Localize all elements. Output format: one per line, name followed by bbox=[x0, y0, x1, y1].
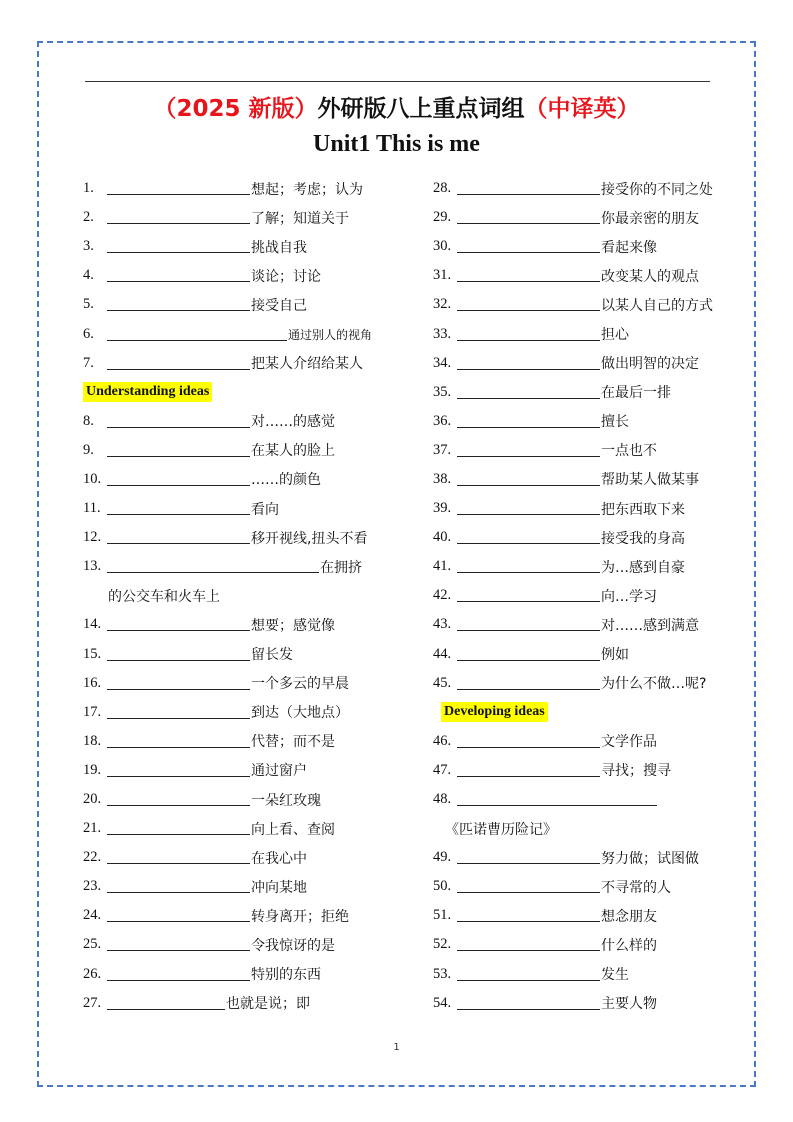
exercise-row bbox=[83, 319, 403, 348]
item-number: 11. bbox=[83, 500, 101, 517]
answer-blank[interactable] bbox=[107, 706, 250, 719]
item-number: 27. bbox=[83, 994, 102, 1011]
answer-blank[interactable] bbox=[457, 444, 600, 457]
chinese-phrase: 帮助某人做某事 bbox=[601, 472, 699, 489]
chinese-phrase: 在拥挤 bbox=[320, 559, 362, 576]
exercise-row bbox=[83, 669, 403, 698]
item-number: 33. bbox=[433, 325, 452, 342]
answer-blank[interactable] bbox=[107, 648, 250, 661]
chinese-phrase: 特别的东西 bbox=[251, 967, 321, 984]
answer-blank[interactable] bbox=[107, 328, 287, 341]
item-number: 26. bbox=[83, 965, 102, 982]
answer-blank[interactable] bbox=[457, 182, 600, 195]
chinese-phrase: 为…感到自豪 bbox=[601, 559, 685, 576]
exercise-row bbox=[433, 523, 753, 552]
chinese-phrase: 对……的感觉 bbox=[251, 414, 335, 431]
answer-blank[interactable] bbox=[107, 677, 250, 690]
exercise-row bbox=[433, 581, 753, 610]
chinese-phrase: 发生 bbox=[601, 967, 629, 984]
exercise-row bbox=[433, 436, 753, 465]
exercise-row bbox=[83, 436, 403, 465]
answer-blank[interactable] bbox=[457, 793, 657, 806]
item-number: 38. bbox=[433, 470, 452, 487]
answer-blank[interactable] bbox=[457, 415, 600, 428]
exercise-row bbox=[83, 843, 403, 872]
item-number: 36. bbox=[433, 412, 452, 429]
chinese-phrase: 代替；而不是 bbox=[251, 734, 335, 751]
answer-blank[interactable] bbox=[107, 298, 250, 311]
item-number: 1. bbox=[83, 180, 94, 197]
chinese-phrase: 努力做；试图做 bbox=[601, 850, 699, 867]
exercise-row bbox=[433, 756, 753, 785]
exercise-row bbox=[433, 727, 753, 756]
exercise-row bbox=[433, 349, 753, 378]
answer-blank[interactable] bbox=[107, 822, 250, 835]
item-number: 41. bbox=[433, 558, 452, 575]
answer-blank[interactable] bbox=[107, 444, 250, 457]
chinese-phrase: 一朵红玫瑰 bbox=[251, 792, 321, 809]
exercise-row bbox=[433, 232, 753, 261]
item-number: 12. bbox=[83, 529, 102, 546]
chinese-phrase: 为什么不做…呢? bbox=[601, 676, 707, 693]
item-number: 32. bbox=[433, 296, 452, 313]
chinese-phrase: 做出明智的决定 bbox=[601, 356, 699, 373]
exercise-row bbox=[83, 727, 403, 756]
item-number: 50. bbox=[433, 878, 452, 895]
answer-blank[interactable] bbox=[457, 880, 600, 893]
answer-blank[interactable] bbox=[457, 269, 600, 282]
exercise-row bbox=[83, 523, 403, 552]
item-number: 51. bbox=[433, 907, 452, 924]
exercise-row bbox=[433, 465, 753, 494]
item-number: 21. bbox=[83, 820, 102, 837]
chinese-phrase: 一个多云的早晨 bbox=[251, 676, 349, 693]
left-column bbox=[83, 174, 403, 1018]
answer-blank[interactable] bbox=[107, 269, 250, 282]
chinese-phrase: 移开视线,扭头不看 bbox=[251, 530, 368, 547]
chinese-phrase: 把东西取下来 bbox=[601, 501, 685, 518]
continuation-row bbox=[433, 814, 753, 843]
item-number: 43. bbox=[433, 616, 452, 633]
chinese-phrase: 把某人介绍给某人 bbox=[251, 356, 363, 373]
chinese-phrase: 冲向某地 bbox=[251, 879, 307, 896]
chinese-phrase: 向…学习 bbox=[601, 588, 657, 605]
chinese-phrase: 以某人自己的方式 bbox=[601, 297, 713, 314]
exercise-row bbox=[433, 261, 753, 290]
answer-blank[interactable] bbox=[107, 357, 250, 370]
chinese-phrase: 留长发 bbox=[251, 647, 293, 664]
chinese-phrase: 挑战自我 bbox=[251, 239, 307, 256]
chinese-phrase: 看起来像 bbox=[601, 239, 657, 256]
chinese-phrase: 在最后一排 bbox=[601, 385, 671, 402]
item-number: 25. bbox=[83, 936, 102, 953]
exercise-row bbox=[83, 552, 403, 581]
section-heading: Developing ideas bbox=[441, 702, 548, 722]
item-number: 9. bbox=[83, 441, 94, 458]
answer-blank[interactable] bbox=[107, 851, 250, 864]
chinese-phrase: 向上看、查阅 bbox=[251, 821, 335, 838]
item-number: 45. bbox=[433, 674, 452, 691]
item-number: 7. bbox=[83, 354, 94, 371]
exercise-row bbox=[83, 349, 403, 378]
answer-blank[interactable] bbox=[457, 764, 600, 777]
item-number: 2. bbox=[83, 209, 94, 226]
chinese-phrase: 接受你的不同之处 bbox=[601, 181, 713, 198]
answer-blank[interactable] bbox=[107, 502, 250, 515]
item-number: 23. bbox=[83, 878, 102, 895]
chinese-phrase: 什么样的 bbox=[601, 937, 657, 954]
exercise-row bbox=[83, 494, 403, 523]
exercise-row bbox=[83, 930, 403, 959]
chinese-phrase: 在某人的脸上 bbox=[251, 443, 335, 460]
title-main: 外研版八上重点词组 bbox=[317, 96, 525, 122]
chinese-phrase: 不寻常的人 bbox=[601, 879, 671, 896]
chinese-phrase: 寻找；搜寻 bbox=[601, 763, 671, 780]
exercise-row bbox=[433, 640, 753, 669]
chinese-phrase: 文学作品 bbox=[601, 734, 657, 751]
item-number: 52. bbox=[433, 936, 452, 953]
exercise-row bbox=[433, 203, 753, 232]
item-number: 15. bbox=[83, 645, 102, 662]
item-number: 29. bbox=[433, 209, 452, 226]
exercise-row bbox=[433, 669, 753, 698]
exercise-row bbox=[433, 319, 753, 348]
exercise-row bbox=[433, 930, 753, 959]
item-number: 3. bbox=[83, 238, 94, 255]
item-number: 5. bbox=[83, 296, 94, 313]
exercise-row bbox=[83, 407, 403, 436]
item-number: 30. bbox=[433, 238, 452, 255]
unit-title: Unit1 This is me bbox=[313, 131, 480, 157]
item-number: 16. bbox=[83, 674, 102, 691]
exercise-row bbox=[83, 261, 403, 290]
item-number: 53. bbox=[433, 965, 452, 982]
exercise-row bbox=[83, 872, 403, 901]
chinese-phrase: 接受自己 bbox=[251, 297, 307, 314]
exercise-row bbox=[433, 174, 753, 203]
exercise-row bbox=[433, 872, 753, 901]
chinese-phrase: 你最亲密的朋友 bbox=[601, 210, 699, 227]
item-number: 22. bbox=[83, 849, 102, 866]
answer-blank[interactable] bbox=[107, 618, 250, 631]
exercise-row bbox=[83, 290, 403, 319]
answer-blank[interactable] bbox=[107, 415, 250, 428]
answer-blank[interactable] bbox=[457, 531, 600, 544]
item-number: 42. bbox=[433, 587, 452, 604]
chinese-phrase: 改变某人的观点 bbox=[601, 268, 699, 285]
answer-blank[interactable] bbox=[107, 211, 250, 224]
exercise-row bbox=[83, 814, 403, 843]
continuation-text: 的公交车和火车上 bbox=[108, 588, 220, 605]
exercise-row bbox=[83, 465, 403, 494]
chinese-phrase: 令我惊讶的是 bbox=[251, 937, 335, 954]
chinese-phrase: 想要；感觉像 bbox=[251, 617, 335, 634]
page-number: 1 bbox=[393, 1042, 400, 1053]
item-number: 13. bbox=[83, 558, 102, 575]
answer-blank[interactable] bbox=[107, 560, 319, 573]
answer-blank[interactable] bbox=[107, 938, 250, 951]
item-number: 35. bbox=[433, 383, 452, 400]
item-number: 17. bbox=[83, 703, 102, 720]
answer-blank[interactable] bbox=[457, 328, 600, 341]
chinese-phrase: 例如 bbox=[601, 647, 629, 664]
item-number: 24. bbox=[83, 907, 102, 924]
answer-blank[interactable] bbox=[457, 851, 600, 864]
answer-blank[interactable] bbox=[457, 735, 600, 748]
answer-blank[interactable] bbox=[457, 589, 600, 602]
item-number: 19. bbox=[83, 761, 102, 778]
item-number: 28. bbox=[433, 180, 452, 197]
chinese-phrase: 接受我的身高 bbox=[601, 530, 685, 547]
exercise-row bbox=[83, 232, 403, 261]
section-heading-row bbox=[433, 698, 753, 727]
page-title bbox=[0, 90, 793, 123]
answer-blank[interactable] bbox=[107, 182, 250, 195]
chinese-phrase: 看向 bbox=[251, 501, 279, 518]
exercise-row bbox=[83, 960, 403, 989]
continuation-text: 《匹诺曹历险记》 bbox=[445, 821, 557, 838]
answer-blank[interactable] bbox=[107, 909, 250, 922]
answer-blank[interactable] bbox=[107, 793, 250, 806]
exercise-row bbox=[433, 552, 753, 581]
answer-blank[interactable] bbox=[457, 298, 600, 311]
title-type: （中译英） bbox=[524, 96, 640, 122]
chinese-phrase: 想起；考虑；认为 bbox=[251, 181, 363, 198]
item-number: 20. bbox=[83, 791, 102, 808]
item-number: 37. bbox=[433, 441, 452, 458]
item-number: 4. bbox=[83, 267, 94, 284]
exercise-row bbox=[83, 203, 403, 232]
chinese-phrase: 一点也不 bbox=[601, 443, 657, 460]
item-number: 31. bbox=[433, 267, 452, 284]
item-number: 8. bbox=[83, 412, 94, 429]
answer-blank[interactable] bbox=[107, 531, 250, 544]
continuation-row bbox=[83, 581, 403, 610]
item-number: 34. bbox=[433, 354, 452, 371]
answer-blank[interactable] bbox=[457, 211, 600, 224]
exercise-row bbox=[433, 610, 753, 639]
answer-blank[interactable] bbox=[457, 909, 600, 922]
right-column bbox=[433, 174, 753, 1018]
exercise-row bbox=[83, 756, 403, 785]
item-number: 49. bbox=[433, 849, 452, 866]
exercise-row bbox=[83, 785, 403, 814]
item-number: 44. bbox=[433, 645, 452, 662]
title-edition: （2025 新版） bbox=[153, 96, 318, 122]
chinese-phrase: 主要人物 bbox=[601, 996, 657, 1013]
answer-blank[interactable] bbox=[107, 735, 250, 748]
item-number: 14. bbox=[83, 616, 102, 633]
chinese-phrase: 了解；知道关于 bbox=[251, 210, 349, 227]
answer-blank[interactable] bbox=[107, 997, 225, 1010]
chinese-phrase: 通过别人的视角 bbox=[288, 327, 373, 342]
exercise-row bbox=[83, 989, 403, 1018]
section-heading: Understanding ideas bbox=[83, 382, 212, 402]
answer-blank[interactable] bbox=[457, 502, 600, 515]
item-number: 48. bbox=[433, 791, 452, 808]
exercise-row bbox=[433, 901, 753, 930]
exercise-row bbox=[83, 610, 403, 639]
exercise-row bbox=[433, 960, 753, 989]
answer-blank[interactable] bbox=[107, 968, 250, 981]
exercise-row bbox=[433, 378, 753, 407]
chinese-phrase: 也就是说；即 bbox=[226, 996, 310, 1013]
chinese-phrase: 想念朋友 bbox=[601, 908, 657, 925]
exercise-row bbox=[433, 785, 753, 814]
chinese-phrase: 谈论；讨论 bbox=[251, 268, 321, 285]
exercise-row bbox=[433, 989, 753, 1018]
item-number: 54. bbox=[433, 994, 452, 1011]
answer-blank[interactable] bbox=[457, 677, 600, 690]
answer-blank[interactable] bbox=[457, 618, 600, 631]
exercise-row bbox=[433, 843, 753, 872]
answer-blank[interactable] bbox=[457, 648, 600, 661]
answer-blank[interactable] bbox=[457, 473, 600, 486]
item-number: 47. bbox=[433, 761, 452, 778]
chinese-phrase: 转身离开；拒绝 bbox=[251, 908, 349, 925]
chinese-phrase: 在我心中 bbox=[251, 850, 307, 867]
chinese-phrase: 到达（大地点） bbox=[251, 705, 349, 722]
answer-blank[interactable] bbox=[107, 880, 250, 893]
item-number: 46. bbox=[433, 732, 452, 749]
exercise-row bbox=[433, 290, 753, 319]
answer-blank[interactable] bbox=[457, 968, 600, 981]
answer-blank[interactable] bbox=[457, 560, 600, 573]
exercise-row bbox=[433, 494, 753, 523]
exercise-row bbox=[83, 174, 403, 203]
section-heading-row bbox=[83, 378, 403, 407]
header-rule bbox=[85, 81, 710, 82]
item-number: 40. bbox=[433, 529, 452, 546]
exercise-row bbox=[83, 698, 403, 727]
answer-blank[interactable] bbox=[457, 357, 600, 370]
answer-blank[interactable] bbox=[457, 938, 600, 951]
answer-blank[interactable] bbox=[107, 764, 250, 777]
answer-blank[interactable] bbox=[457, 386, 600, 399]
chinese-phrase: 擅长 bbox=[601, 414, 629, 431]
answer-blank[interactable] bbox=[457, 240, 600, 253]
exercise-row bbox=[83, 901, 403, 930]
item-number: 18. bbox=[83, 732, 102, 749]
chinese-phrase: ……的颜色 bbox=[251, 472, 321, 489]
item-number: 6. bbox=[83, 325, 94, 342]
exercise-row bbox=[433, 407, 753, 436]
answer-blank[interactable] bbox=[107, 240, 250, 253]
chinese-phrase: 担心 bbox=[601, 327, 629, 344]
item-number: 10. bbox=[83, 470, 102, 487]
chinese-phrase: 通过窗户 bbox=[251, 763, 307, 780]
answer-blank[interactable] bbox=[457, 997, 600, 1010]
item-number: 39. bbox=[433, 500, 452, 517]
chinese-phrase: 对……感到满意 bbox=[601, 617, 699, 634]
exercise-row bbox=[83, 640, 403, 669]
answer-blank[interactable] bbox=[107, 473, 250, 486]
